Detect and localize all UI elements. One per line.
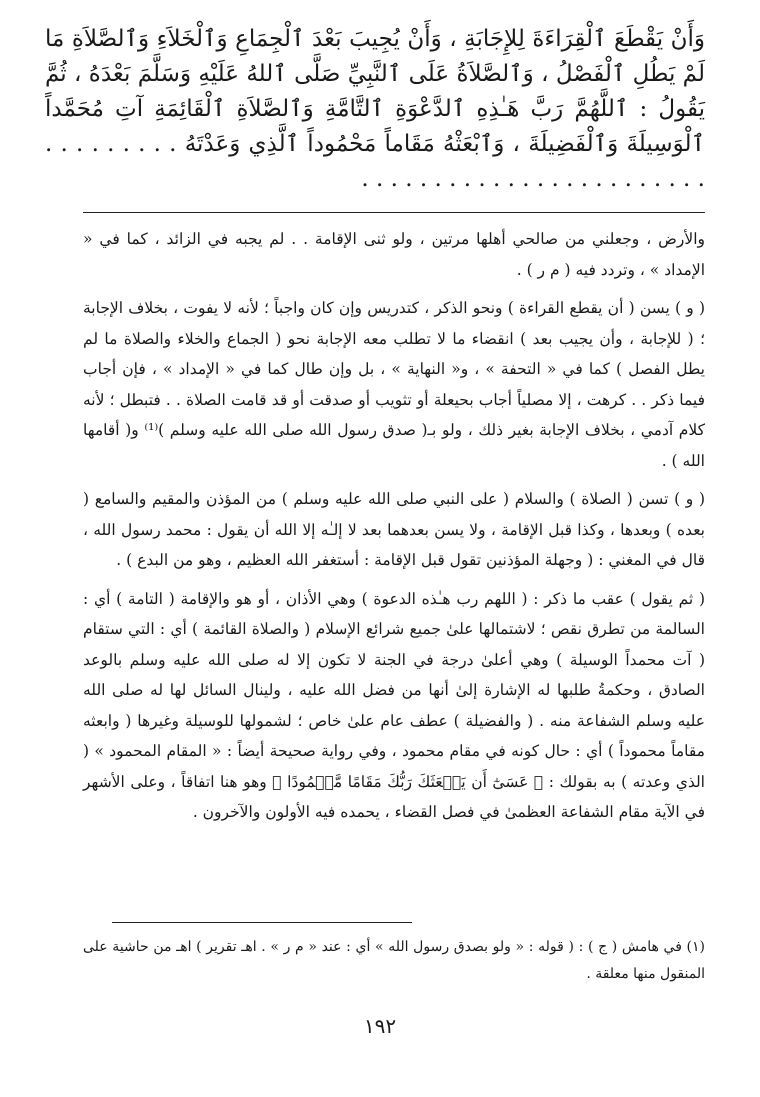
commentary-paragraph-1: والأرض ، وجعلني من صالحي أهلها مرتين ، ولو ثنى الإقامة . . لم يجبه في الزائد ، كما في « الإمداد » ، وتردد فيه ( م ر ) . [83, 230, 705, 279]
main-text-paragraph: وَأَنْ يَقْطَعَ ٱلْقِرَاءَةَ لِلإِجَابَةِ ، وَأَنْ يُجِيبَ بَعْدَ ٱلْجِمَاعِ وَٱلْخَلاَءِ وَٱلصَّلاَةِ مَا لَمْ يَطُلِ ٱلْفَصْلُ ، وَٱلصَّلاَةُ عَلَى ٱلنَّبِيِّ صَلَّى ٱللهُ عَلَيْهِ وَسَلَّمَ بَعْدَهُ ، ثُمَّ يَقُولُ : ٱللَّهُمَّ رَبَّ هَـٰذِهِ ٱلدَّعْوَةِ ٱلتَّامَّةِ وَٱلصَّلاَةِ ٱلْقَائِمَةِ آتِ مُحَمَّداً ٱلْوَسِيلَةَ وَٱلْفَضِيلَةَ ، وَٱبْعَثْهُ مَقَاماً مَحْمُوداً ٱلَّذِي وَعَدْتَهُ . . . . . . . . . . . . . . . . . . . . . . . . . . . . . . . . . [45, 26, 705, 192]
commentary-paragraph-2: ( و ) يسن ( أن يقطع القراءة ) ونحو الذكر ، كتدريس وإن كان واجباً ؛ لأنه لا يفوت ، بخلاف الإجابة ؛ ( للإجابة ، وأن يجيب بعد ) انقضاء ما لا تطلب معه الإجابة نحو ( الجماع والخلاء والصلاة ما لم يطل الفصل ) كما في « التحفة » ، و« النهاية » ، بل وإن طال كما في « الإمداد » ، فإن أجاب فيما ذكر . . كرهت ، إلا مصلياً أجاب بحيعلة أو تثويب أو صدقت أو قد قامت الصلاة . . فتبطل ؛ لأنه كلام آدمي ، بخلاف الإجابة بغير ذلك ، ولو بـ( صدق رسول الله صلى الله عليه وسلم )⁽¹⁾ و( أقامها الله ) . [83, 299, 705, 470]
footnote-divider [112, 922, 412, 923]
main-text-block [45, 22, 705, 197]
commentary-paragraph-4: ( ثم يقول ) عقب ما ذكر : ( اللهم رب هـٰذه الدعوة ) وهي الأذان ، أو هو والإقامة ( التامة ) أي : السالمة من تطرق نقص ؛ لاشتمالها علىٰ جميع شرائع الإسلام ( والصلاة القائمة ) أي : التي ستقام ( آت محمداً الوسيلة ) وهي أعلىٰ درجة في الجنة لا تكون إلا له صلى الله عليه وسلم بالوعد الصادق ، وحكمةُ طلبها له الإشارة إلىٰ أنها من فضل الله عليه ، ولينال السائل لها له صلى الله عليه وسلم الشفاعة منه . ( والفضيلة ) عطف عام علىٰ خاص ؛ لشمولها للوسيلة وغيرها ( وابعثه مقاماً محموداً ) أي : حال كونه في مقام محمود ، وفي رواية صحيحة أيضاً : « المقام المحمود » ( الذي وعدته ) به بقولك : ﴿ عَسَىٰٓ أَن يَبۡعَثَكَ رَبُّكَ مَقَامًا مَّحۡمُودًا ﴾ وهو هنا اتفاقاً ، وعلى الأشهر في الآية مقام الشفاعة العظمىٰ في فصل القضاء ، يحمده فيه الأولون والآخرون . [83, 589, 705, 821]
page-number: ١٩٢ [363, 1014, 397, 1038]
commentary-block [83, 224, 705, 836]
footnote-block [83, 934, 705, 988]
main-text-divider [83, 212, 705, 213]
commentary-paragraph-3: ( و ) تسن ( الصلاة ) والسلام ( على النبي صلى الله عليه وسلم ) من المؤذن والمقيم والسامع ( بعده ) وبعدها ، وكذا قبل الإقامة ، ولا يسن بعدهما بعد لا إلـٰه إلا الله أن يقول : محمد رسول الله ، قال في المغني : ( وجهلة المؤذنين تقول قبل الإقامة : أستغفر الله العظيم ، وهو من البدع ) . [83, 490, 705, 569]
footnote-1: (١) في هامش ( ج ) : ( قوله : « ولو بصدق رسول الله » أي : عند « م ر » . اهـ تقرير ) اهـ من حاشية على المنقول منها معلقة . [83, 939, 705, 982]
